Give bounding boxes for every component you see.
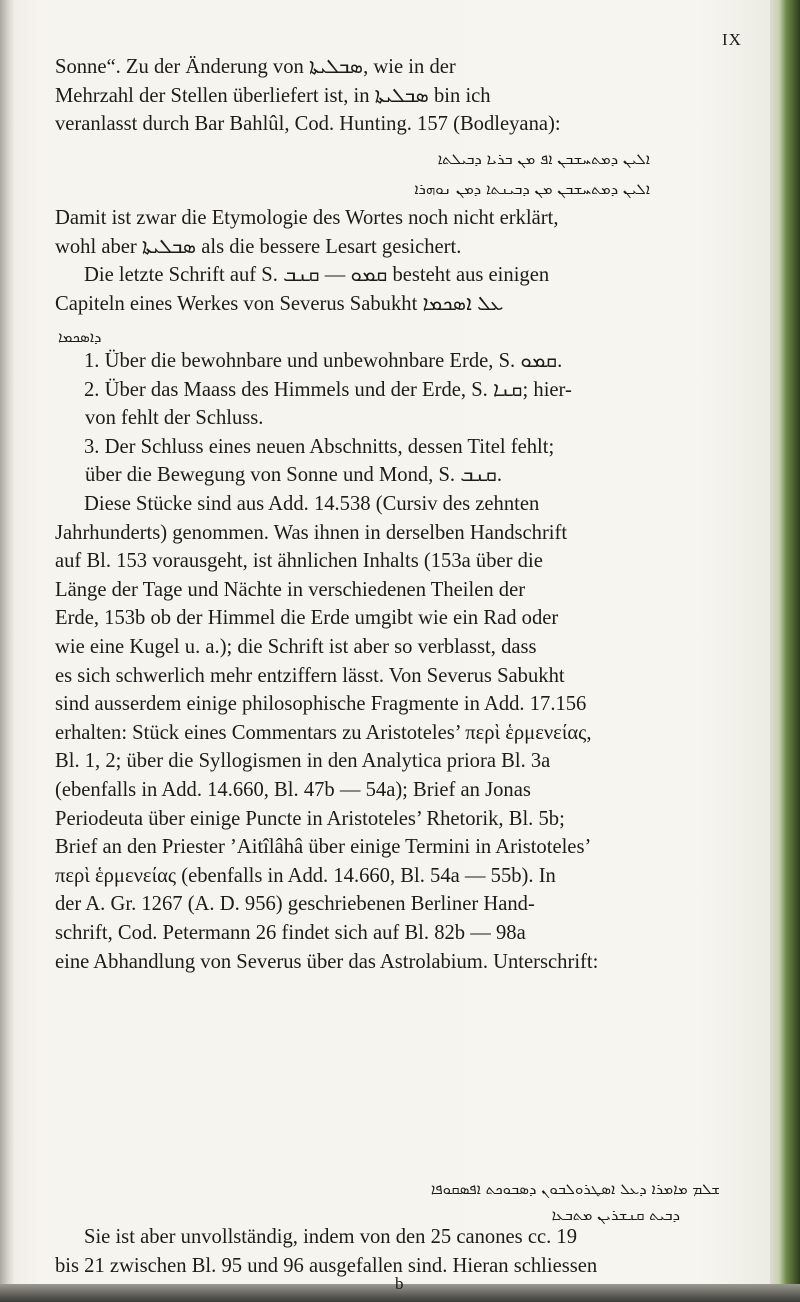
- text-line: Länge der Tage und Nächte in verschiedenen Theilen der: [55, 578, 526, 601]
- list-item: 3. Der Schluss eines neuen Abschnitts, dessen Titel fehlt;: [84, 435, 555, 458]
- syriac-quote-line: ܐܠܝܢ ܕܡܬܚܫܒܢ ܐܦ ܡܢ ܒܪܝܐ ܕܒܝܠܬܐ: [437, 150, 650, 168]
- syriac-quote-line: ܐܠܝܢ ܕܡܬܚܫܒܢ ܡܢ ܕܒܝܢܬܐ ܕܡܢ ܢܘܗܪܐ: [414, 180, 650, 198]
- text-line: Sonne“. Zu der Änderung von ܣܒܠܝܬܐ, wie in der: [55, 56, 456, 78]
- list-item-continuation: von fehlt der Schluss.: [85, 407, 264, 430]
- text-line: wie eine Kugel u. a.); die Schrift ist aber so verblasst, dass: [55, 635, 537, 658]
- text-line: bis 21 zwischen Bl. 95 und 96 ausgefallen sind. Hieran schliessen: [55, 1254, 598, 1277]
- list-item: 1. Über die bewohnbare und unbewohnbare Erde, S. ܩܡܘ.: [84, 350, 563, 372]
- syriac-title-tail: ܕܐܣܟܡܐ: [58, 328, 102, 346]
- text-line: Sie ist aber unvollständig, indem von den 25 canones cc. 19: [84, 1226, 578, 1248]
- paragraph-closing: [55, 1223, 755, 1280]
- text-line: περὶ ἑρμενείας (ebenfalls in Add. 14.660, Bl. 54a — 55b). In: [55, 864, 556, 887]
- chapter-list: [55, 347, 755, 490]
- text-line: Damit ist zwar die Etymologie des Wortes noch nicht erklärt,: [55, 207, 559, 229]
- text-line: (ebenfalls in Add. 14.660, Bl. 47b — 54a); Brief an Jonas: [55, 778, 531, 801]
- text-line: Jahrhunderts) genommen. Was ihnen in derselben Handschrift: [55, 521, 568, 544]
- text-line: veranlasst durch Bar Bahlûl, Cod. Hunting. 157 (Bodleyana):: [55, 113, 561, 136]
- text-line: Capiteln eines Werkes von Severus Sabukht ܥܠ ܐܣܟܡܐ: [55, 292, 504, 315]
- text-line: es sich schwerlich mehr entziffern lässt. Von Severus Sabukht: [55, 664, 565, 687]
- text-line: sind ausserdem einige philosophische Fragmente in Add. 17.156: [55, 693, 587, 716]
- text-line: schrift, Cod. Petermann 26 findet sich auf Bl. 82b — 98a: [55, 921, 526, 944]
- text-line: erhalten: Stück eines Commentars zu Aristoteles’ περὶ ἑρμενείας,: [55, 721, 592, 744]
- text-line: Diese Stücke sind aus Add. 14.538 (Cursiv des zehnten: [84, 493, 540, 515]
- paragraph-etymology: [55, 204, 755, 318]
- list-item-continuation: über die Bewegung von Sonne und Mond, S. ܩܢܒ.: [85, 464, 503, 487]
- text-line: Bl. 1, 2; über die Syllogismen in den Analytica priora Bl. 3a: [55, 750, 551, 773]
- text-line: wohl aber ܣܒܠܝܬܐ als die bessere Lesart gesichert.: [55, 235, 462, 258]
- text-line: Periodeuta über einige Puncte in Aristoteles’ Rhetorik, Bl. 5b;: [55, 807, 565, 830]
- page-left-edge: [0, 0, 14, 1302]
- page-number: IX: [722, 30, 742, 49]
- list-item: 2. Über das Maass des Himmels und der Erde, S. ܩܢܐ; hier-: [84, 378, 572, 401]
- intro-paragraph: [55, 53, 755, 139]
- text-line: der A. Gr. 1267 (A. D. 956) geschriebenen Berliner Hand-: [55, 893, 535, 916]
- text-line: Die letzte Schrift auf S. ܩܡܘ — ܩܢܒ besteht aus einigen: [84, 264, 550, 287]
- text-line: eine Abhandlung von Severus über das Astrolabium. Unterschrift:: [55, 950, 599, 973]
- signature-mark: b: [395, 1274, 404, 1293]
- page-right-edge: [770, 0, 800, 1302]
- paragraph-sources: [55, 490, 755, 976]
- syriac-subscription-line: ܫܠܡ ܡܐܡܪܐ ܕܥܠ ܐܣܛܪܘܠܒܘܢ ܕܣܒܘܟܬ ܐܦܣܩܘܦܐ: [430, 1180, 720, 1198]
- text-line: Mehrzahl der Stellen überliefert ist, in ܣܒܠܝܬܐ bin ich: [55, 84, 491, 107]
- text-line: Erde, 153b ob der Himmel die Erde umgibt wie ein Rad oder: [55, 607, 559, 630]
- syriac-subscription-line: ܕܒܝܬ ܩܢܫܪܝܢ ܡܬܒܥܐ: [551, 1206, 680, 1224]
- text-line: Brief an den Priester ’Aitîlâhâ über einige Termini in Aristoteles’: [55, 836, 592, 859]
- text-line: auf Bl. 153 vorausgeht, ist ähnlichen Inhalts (153a über die: [55, 550, 543, 573]
